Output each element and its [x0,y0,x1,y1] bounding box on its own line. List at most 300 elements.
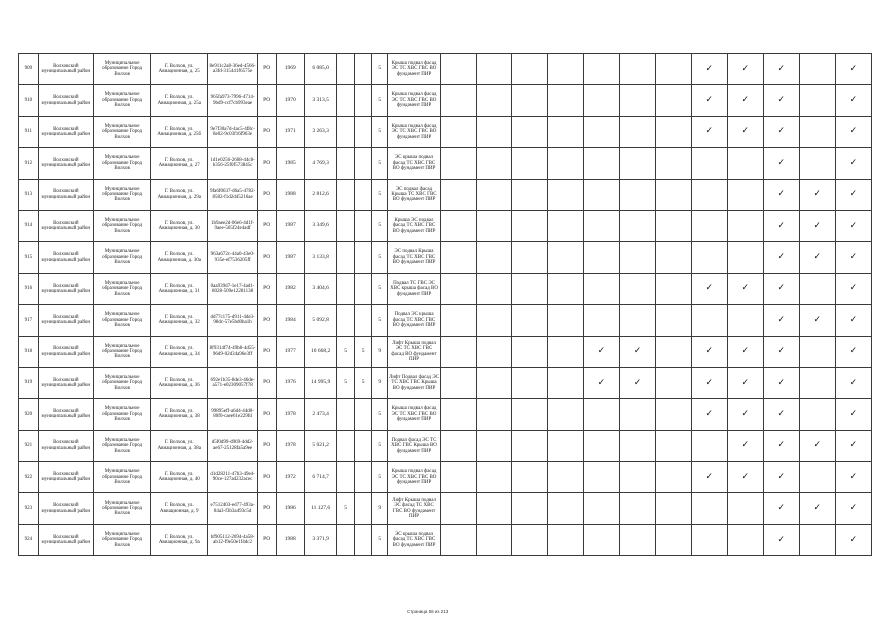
empty-mark-cell [655,242,691,273]
empty-mark-cell [691,210,727,241]
page-footer: Страница 58 из 213 [407,609,449,614]
elevator-count2-cell [354,524,372,555]
empty-mark-cell [799,336,835,367]
district-cell: Волховский муниципальный район [38,273,93,304]
address-cell: Г. Волхов, ул. Авиационная, д. 9 [151,493,208,524]
checkmark-icon: ✓ [727,85,763,116]
empty-mark-cell [441,148,477,179]
floors-cell: 5 [372,305,388,336]
area-cell: 10 668,2 [304,336,336,367]
checkmark-icon: ✓ [727,367,763,398]
elevator-count-cell [337,85,355,116]
address-cell: Г. Волхов, ул. Авиационная, д. 27 [151,148,208,179]
checkmark-icon: ✓ [835,54,871,85]
works-list-cell: Крыша подвал фасад ЭС ТС ХВС ГВС ВО фундамент ПИР [388,462,441,493]
empty-mark-cell [655,399,691,430]
fund-form-cell: РО [257,493,276,524]
works-list-cell: ЭС крыша подвал фасад ТС ХВС ГВС ВО фундамент ПИР [388,148,441,179]
empty-mark-cell [548,210,584,241]
area-cell: 3 404,6 [304,273,336,304]
empty-mark-cell [619,242,655,273]
empty-mark-cell [548,493,584,524]
checkmark-icon: ✓ [835,399,871,430]
floors-cell: 5 [372,430,388,461]
settlement-cell: Муниципальное образование Город Волхов [93,430,150,461]
elevator-count2-cell [354,210,372,241]
empty-mark-cell [441,242,477,273]
works-list-cell: Подвал фасад ЭС ТС ХВС ГВС Крыша ВО фундамент ПИР [388,430,441,461]
checkmark-icon: ✓ [727,116,763,147]
empty-mark-cell [727,179,763,210]
empty-mark-cell [799,148,835,179]
empty-mark-cell [799,399,835,430]
checkmark-icon: ✓ [583,367,619,398]
empty-mark-cell [655,462,691,493]
floors-cell: 5 [372,242,388,273]
floors-cell: 9 [372,367,388,398]
empty-mark-cell [441,430,477,461]
elevator-count-cell [337,273,355,304]
empty-mark-cell [799,367,835,398]
fias-code-cell: 0aa939d7-1e17-4ad1-8028-509e12281138 [208,273,258,304]
empty-mark-cell [583,524,619,555]
table-row [19,399,872,430]
district-cell: Волховский муниципальный район [38,242,93,273]
area-cell: 3 349,6 [304,210,336,241]
elevator-count2-cell [354,148,372,179]
table-row [19,85,872,116]
row-number: 915 [19,242,39,273]
empty-mark-cell [512,399,548,430]
year-cell: 1978 [276,399,304,430]
district-cell: Волховский муниципальный район [38,399,93,430]
floors-cell: 5 [372,148,388,179]
fund-form-cell: РО [257,116,276,147]
district-cell: Волховский муниципальный район [38,493,93,524]
floors-cell: 5 [372,116,388,147]
address-cell: Г. Волхов, ул. Авиационная, д. 31 [151,273,208,304]
checkmark-icon: ✓ [727,54,763,85]
settlement-cell: Муниципальное образование Город Волхов [93,399,150,430]
elevator-count2-cell [354,273,372,304]
works-list-cell: Крыша подвал фасад ЭС ТС ХВС ГВС ВО фундамент ПИР [388,399,441,430]
checkmark-icon: ✓ [763,242,799,273]
empty-mark-cell [799,462,835,493]
fias-code-cell: 692e1b35-8de3-46de-a571-e02309057f78 [208,367,258,398]
elevator-count-cell [337,116,355,147]
elevator-count-cell [337,462,355,493]
empty-mark-cell [583,399,619,430]
settlement-cell: Муниципальное образование Город Волхов [93,493,150,524]
floors-cell: 5 [372,524,388,555]
empty-mark-cell [441,305,477,336]
row-number: 910 [19,85,39,116]
fund-form-cell: РО [257,85,276,116]
checkmark-icon: ✓ [835,273,871,304]
empty-mark-cell [727,493,763,524]
empty-mark-cell [691,493,727,524]
checkmark-icon: ✓ [835,116,871,147]
empty-mark-cell [476,336,512,367]
works-list-cell: ЭС подвал Крыша фасад ТС ХВС ГВС ВО фундамент ПИР [388,242,441,273]
area-cell: 6 085,0 [304,54,336,85]
district-cell: Волховский муниципальный район [38,54,93,85]
empty-mark-cell [619,493,655,524]
empty-mark-cell [799,116,835,147]
empty-mark-cell [619,85,655,116]
district-cell: Волховский муниципальный район [38,336,93,367]
elevator-count2-cell: 5 [354,336,372,367]
table-row [19,273,872,304]
works-list-cell: Крыша подвал фасад ЭС ТС ХВС ГВС ВО фундамент ПИР [388,116,441,147]
empty-mark-cell [476,116,512,147]
elevator-count-cell [337,148,355,179]
year-cell: 1971 [276,116,304,147]
works-list-cell: Лифт Крыша подвал ЭС ТС ХВС ГВС фасад ВО фундамент ПИР [388,336,441,367]
checkmark-icon: ✓ [691,85,727,116]
empty-mark-cell [799,273,835,304]
empty-mark-cell [476,462,512,493]
checkmark-icon: ✓ [835,367,871,398]
checkmark-icon: ✓ [691,54,727,85]
empty-mark-cell [691,242,727,273]
empty-mark-cell [619,210,655,241]
table-row [19,242,872,273]
empty-mark-cell [583,148,619,179]
empty-mark-cell [548,273,584,304]
elevator-count-cell [337,179,355,210]
floors-cell: 5 [372,210,388,241]
address-cell: Г. Волхов, ул. Авиационная, д. 34 [151,336,208,367]
empty-mark-cell [691,430,727,461]
settlement-cell: Муниципальное образование Город Волхов [93,179,150,210]
empty-mark-cell [441,399,477,430]
empty-mark-cell [799,85,835,116]
checkmark-icon: ✓ [691,336,727,367]
year-cell: 1972 [276,462,304,493]
fias-code-cell: bf905112-2694-4a58-ab12-f9e50e1f4dc2 [208,524,258,555]
elevator-count2-cell [354,116,372,147]
empty-mark-cell [691,524,727,555]
elevator-count-cell [337,242,355,273]
district-cell: Волховский муниципальный район [38,179,93,210]
year-cell: 1982 [276,273,304,304]
area-cell: 3 133,8 [304,242,336,273]
fias-code-cell: e7512403-ed77-493a-84a3-f3b3a493c5d [208,493,258,524]
elevator-count-cell [337,210,355,241]
settlement-cell: Муниципальное образование Город Волхов [93,336,150,367]
empty-mark-cell [441,462,477,493]
checkmark-icon: ✓ [727,399,763,430]
district-cell: Волховский муниципальный район [38,367,93,398]
row-number: 922 [19,462,39,493]
area-cell: 14 995,9 [304,367,336,398]
table-row [19,148,872,179]
fund-form-cell: РО [257,242,276,273]
fund-form-cell: РО [257,524,276,555]
checkmark-icon: ✓ [799,430,835,461]
checkmark-icon: ✓ [691,116,727,147]
empty-mark-cell [655,85,691,116]
area-cell: 3 371,9 [304,524,336,555]
area-cell: 3 263,3 [304,116,336,147]
row-number: 919 [19,367,39,398]
row-number: 920 [19,399,39,430]
empty-mark-cell [548,54,584,85]
fund-form-cell: РО [257,367,276,398]
empty-mark-cell [619,148,655,179]
checkmark-icon: ✓ [619,367,655,398]
empty-mark-cell [512,305,548,336]
row-number: 911 [19,116,39,147]
checkmark-icon: ✓ [835,493,871,524]
floors-cell: 9 [372,336,388,367]
elevator-count2-cell [354,399,372,430]
elevator-count2-cell [354,462,372,493]
elevator-count-cell [337,305,355,336]
fund-form-cell: РО [257,462,276,493]
elevator-count2-cell [354,85,372,116]
elevator-count-cell [337,399,355,430]
works-list-cell: Крыша ЭС подвал фасад ТС ХВС ГВС ВО фундамент ПИР [388,210,441,241]
address-cell: Г. Волхов, ул. Авиационная, д. 40 [151,462,208,493]
empty-mark-cell [476,493,512,524]
row-number: 921 [19,430,39,461]
year-cell: 1978 [276,430,304,461]
checkmark-icon: ✓ [763,493,799,524]
checkmark-icon: ✓ [727,336,763,367]
fias-code-cell: dd77c175-d911-4de3-98dc-57e5bd0ba1b [208,305,258,336]
checkmark-icon: ✓ [619,336,655,367]
address-cell: Г. Волхов, ул. Авиационная, д. 38 [151,399,208,430]
empty-mark-cell [619,273,655,304]
address-cell: Г. Волхов, ул. Авиационная, д. 30 [151,210,208,241]
empty-mark-cell [655,305,691,336]
register-table [18,53,872,556]
settlement-cell: Муниципальное образование Город Волхов [93,116,150,147]
elevator-count2-cell [354,179,372,210]
area-cell: 11 127,6 [304,493,336,524]
table-row [19,524,872,555]
fias-code-cell: 963a672c-44a0-43e0-935e-ef7536205ff [208,242,258,273]
fias-code-cell: 9fa6f0637-d6a5-4782-8582-f1d2d45216ae [208,179,258,210]
checkmark-icon: ✓ [763,210,799,241]
floors-cell: 5 [372,85,388,116]
empty-mark-cell [655,367,691,398]
address-cell: Г. Волхов, ул. Авиационная, д. 25б [151,116,208,147]
table-row [19,367,872,398]
empty-mark-cell [799,524,835,555]
floors-cell: 5 [372,399,388,430]
year-cell: 1987 [276,242,304,273]
empty-mark-cell [441,367,477,398]
empty-mark-cell [476,242,512,273]
elevator-count-cell: 5 [337,336,355,367]
fias-code-cell: 965fa973-7996-4714-9bd9-ccf7cb993eae [208,85,258,116]
year-cell: 1985 [276,148,304,179]
address-cell: Г. Волхов, ул. Авиационная, д. 29а [151,179,208,210]
empty-mark-cell [655,148,691,179]
fias-code-cell: d5f0d99-d969-4dd2-ae67-25128fa5a9ee [208,430,258,461]
year-cell: 1987 [276,210,304,241]
empty-mark-cell [548,148,584,179]
empty-mark-cell [619,179,655,210]
empty-mark-cell [476,85,512,116]
table-row [19,179,872,210]
empty-mark-cell [619,116,655,147]
fund-form-cell: РО [257,179,276,210]
table-row [19,430,872,461]
empty-mark-cell [512,179,548,210]
empty-mark-cell [441,273,477,304]
fund-form-cell: РО [257,54,276,85]
works-list-cell: Крыша подвал фасад ЭС ТС ХВС ГВС ВО фундамент ПИР [388,85,441,116]
area-cell: 4 769,3 [304,148,336,179]
checkmark-icon: ✓ [763,148,799,179]
floors-cell: 9 [372,493,388,524]
row-number: 914 [19,210,39,241]
empty-mark-cell [476,305,512,336]
checkmark-icon: ✓ [763,430,799,461]
empty-mark-cell [619,54,655,85]
checkmark-icon: ✓ [835,179,871,210]
district-cell: Волховский муниципальный район [38,430,93,461]
fund-form-cell: РО [257,430,276,461]
elevator-count2-cell [354,430,372,461]
empty-mark-cell [476,148,512,179]
elevator-count-cell [337,430,355,461]
empty-mark-cell [655,273,691,304]
settlement-cell: Муниципальное образование Город Волхов [93,54,150,85]
table-row [19,493,872,524]
checkmark-icon: ✓ [835,336,871,367]
row-number: 913 [19,179,39,210]
area-cell: 5 092,8 [304,305,336,336]
empty-mark-cell [476,179,512,210]
empty-mark-cell [583,273,619,304]
row-number: 924 [19,524,39,555]
empty-mark-cell [727,148,763,179]
settlement-cell: Муниципальное образование Город Волхов [93,273,150,304]
empty-mark-cell [655,54,691,85]
empty-mark-cell [441,210,477,241]
empty-mark-cell [727,305,763,336]
settlement-cell: Муниципальное образование Город Волхов [93,305,150,336]
empty-mark-cell [655,493,691,524]
elevator-count-cell [337,524,355,555]
empty-mark-cell [619,399,655,430]
empty-mark-cell [476,367,512,398]
checkmark-icon: ✓ [691,399,727,430]
empty-mark-cell [583,242,619,273]
table-row [19,116,872,147]
empty-mark-cell [548,116,584,147]
floors-cell: 5 [372,54,388,85]
table-row [19,305,872,336]
settlement-cell: Муниципальное образование Город Волхов [93,242,150,273]
settlement-cell: Муниципальное образование Город Волхов [93,367,150,398]
empty-mark-cell [476,54,512,85]
checkmark-icon: ✓ [799,179,835,210]
checkmark-icon: ✓ [763,336,799,367]
empty-mark-cell [619,524,655,555]
floors-cell: 5 [372,462,388,493]
empty-mark-cell [727,210,763,241]
empty-mark-cell [476,399,512,430]
checkmark-icon: ✓ [799,210,835,241]
empty-mark-cell [583,85,619,116]
checkmark-icon: ✓ [763,116,799,147]
empty-mark-cell [441,85,477,116]
empty-mark-cell [548,242,584,273]
empty-mark-cell [512,242,548,273]
empty-mark-cell [691,305,727,336]
district-cell: Волховский муниципальный район [38,462,93,493]
empty-mark-cell [512,430,548,461]
empty-mark-cell [512,493,548,524]
empty-mark-cell [655,210,691,241]
empty-mark-cell [691,148,727,179]
elevator-count2-cell [354,493,372,524]
empty-mark-cell [548,430,584,461]
floors-cell: 5 [372,179,388,210]
register-table-body [19,54,872,556]
checkmark-icon: ✓ [691,462,727,493]
empty-mark-cell [619,305,655,336]
year-cell: 1988 [276,179,304,210]
year-cell: 1969 [276,54,304,85]
elevator-count-cell [337,54,355,85]
empty-mark-cell [655,179,691,210]
table-row [19,336,872,367]
fias-code-cell: 1b9aee2d-06e6-4d1f-9aeе-565f24e4adf [208,210,258,241]
empty-mark-cell [548,367,584,398]
address-cell: Г. Волхов, ул. Авиационная, д. 9а [151,524,208,555]
address-cell: Г. Волхов, ул. Авиационная, д. 32 [151,305,208,336]
checkmark-icon: ✓ [835,462,871,493]
empty-mark-cell [512,210,548,241]
empty-mark-cell [583,430,619,461]
checkmark-icon: ✓ [799,493,835,524]
empty-mark-cell [441,116,477,147]
elevator-count2-cell [354,54,372,85]
elevator-count-cell: 5 [337,367,355,398]
checkmark-icon: ✓ [835,242,871,273]
year-cell: 1988 [276,524,304,555]
fias-code-cell: 8f9314f74-49b8-4d55-96d9-02d34a96e3ff [208,336,258,367]
empty-mark-cell [655,336,691,367]
year-cell: 1970 [276,85,304,116]
empty-mark-cell [727,242,763,273]
empty-mark-cell [583,493,619,524]
empty-mark-cell [655,430,691,461]
empty-mark-cell [655,524,691,555]
settlement-cell: Муниципальное образование Город Волхов [93,85,150,116]
empty-mark-cell [619,462,655,493]
checkmark-icon: ✓ [727,430,763,461]
row-number: 918 [19,336,39,367]
row-number: 923 [19,493,39,524]
table-row [19,210,872,241]
floors-cell: 5 [372,273,388,304]
empty-mark-cell [619,430,655,461]
fias-code-cell: 99895eff-a6d4-44d0-80f0-caee61e229fd [208,399,258,430]
checkmark-icon: ✓ [799,305,835,336]
empty-mark-cell [548,305,584,336]
checkmark-icon: ✓ [691,273,727,304]
district-cell: Волховский муниципальный район [38,85,93,116]
empty-mark-cell [583,305,619,336]
